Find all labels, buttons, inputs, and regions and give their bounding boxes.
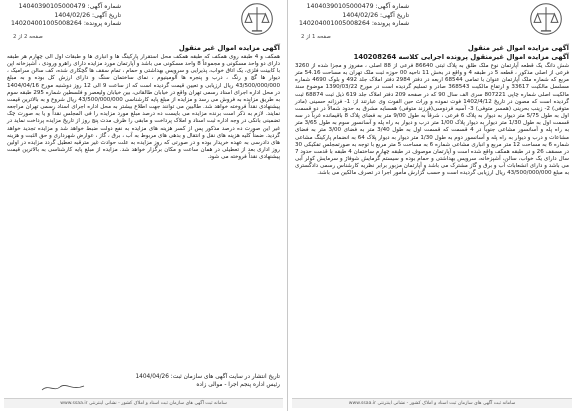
footer-bar: سامانه ثبت آگهی های سازمان ثبت اسناد و املاک کشور - نشانی اینترنتی www.ssaa.ir [292, 398, 572, 408]
ad-body: شش دانگ یک قطعه آپارتمان نوع ملک طلق به پلاک ثبتی 86640 فرعی از 88 اصلی ، مفروز و مجزا شده از 3260 فرعی از اصلی مذکور ، قطعه 5 در طبقه 4 و واقع در بخش 11 ناحیه 00 حوزه ثبت ملک تهران به مساحت 54.16 متر مربع که شماره ملک آپارتمان عنوان با تمامی 68544 اربعه در دفتر 2984 دفتر املاک جلد 492 و بلوک 4690 شماره مسلسل مالکیت 33617 و ارتفاع مالکیت 368543 صادر و تسلیم گردیده است در مورخ 1390/03/22 موضوع سند مالکیت اصلی شماره چاپی 807221 سری الف سال 90 که در صفحه 209 دفتر املاک جلد 619 ذیل ثبت 68874 ثبت گردیده است که مصون در تاریخ 1402/4/12 فوت نموده و وراث حین الفوت وی عبارتند از: 1- فرزانه حسینی (مادر متوفی) 2- زینب بحرینی (همسر متوفی) 3- آسیه فردوسی(فرزند متوفی) همسایه مشرق به حدود شمالاً در دو قسمت اول به طول 5/75 متر دیوار به دیوار به پلاک 6 فرعی ، شرقاً به طول 9/00 متر به فضای پلاک 8 باقیمانده غرباً در سه قسمت اول به طول 1/30 متر دیوار به دیوار پلاک 1/00 متر درب و دیوار به راه پله و آسانسور سوم به طول 3/65 متر به راه پله و آسانسور مشاعی جنوباً در 4 قسمت که قسمت اول به طول 3/40 متر به فضای 3/00 متر به فضای مشاعات و درب و دیوار به راه پله و آسانسور دوم به طول 1/30 متر دیوار به دیوار پلاک 64 به انضمام پارکینگ مشاعی شماره 6 به مساحت 12 متر مربع و انباری مشاعی شماره 6 به مساحت 5 متر مربع با توجه به صورتمجلس تفکیکی 30 در مسقف 26 و در طبقه همکف واقع شده است و آپارتمان موصوف در طبقه چهارم ساختمان 4 طبقه با قدمت حدود 7 سال دارای یک خواب، سالن، آشپزخانه، سرویس بهداشتی و حمام بوده و سیستم گرمایش شوفاژ و سرمایش کولر آبی می باشد و دارای انشعابات آب و برق و گاز مشترک می باشد و آپارتمان مزبور برابر نظریه کارشناس رسمی دادگستری به مبلغ 43/500/000/000 ریال ارزیابی گردیده است و حسب گزارش مأمور اجرا در تصرف مالکین می باشد. [295, 63, 570, 177]
page-marker: صفحه 1 از 2 [301, 34, 331, 40]
publish-date: تاریخ انتشار در سایت آگهی های سازمان ثبت: 1404/04/26 [135, 374, 280, 380]
case-number: شماره پرونده: 140204001005008264 [11, 20, 122, 28]
page-header [7, 0, 280, 42]
judiciary-emblem-icon [240, 2, 274, 36]
title-main: آگهی مزایده اموال غیر منقول [467, 44, 569, 52]
ad-title [295, 44, 569, 62]
page-header [295, 0, 569, 42]
ad-number: شماره آگهی: 14040390105000479 [306, 3, 410, 10]
signature-mark [40, 383, 86, 393]
signatory: رئیس اداره پنجم اجرا - موالی زاده [196, 382, 280, 388]
footer-bar: سامانه ثبت آگهی های سازمان ثبت اسناد و املاک کشور - نشانی اینترنتی www.ssaa.ir [4, 398, 283, 408]
ad-meta [11, 3, 121, 29]
ad-meta [299, 3, 409, 29]
ad-date: تاریخ آگهی: 1404/02/26 [54, 11, 122, 19]
ad-title [7, 44, 280, 53]
title-sub: آگهی مزایده اموال غیرمنقول پرونده اجرایی کلاسه 140208264 [353, 53, 569, 61]
ad-date: تاریخ آگهی: 1404/02/26 [342, 11, 410, 19]
case-number: شماره پرونده: 140204001005008264 [299, 20, 410, 28]
ad-number: شماره آگهی: 14040390105000479 [18, 3, 122, 10]
judiciary-emblem-icon [529, 2, 563, 36]
ad-body: همکف و 4 طبقه روی همکف که طبقه همکف محل استقرار پارکینگ ها و انباری ها و طبقات اول الی چهارم هر طبقه دارای دو واحد مسکونی و مجموعاً 8 واحد مسکونی می باشد و آپارتمان مورد مزایده دارای راهرو ورودی ، آشپزخانه اپن با کابینت فلزی، یک اتاق خواب، پذیرایی و سرویس بهداشتی و حمام ، تمام سقف ها گچکاری شده، کف سالن سرامیک ، دیوار ها گچ و رنگ ، درب و پنجره ها آلومینیوم ، نمای ساختمان سنگ و دارای ارزش کل بوده و به مبلغ 43/500/000/000 ریال ارزیابی و تعیین قیمت گردیده است که از ساعت 9 الی 12 روز دوشنبه مورخ 1404/04/16 در محل اداره اجرای اسناد رسمی تهران واقع در خیابان طالقانی، بین خیابان ولیعصر و فلسطین شماره 295 طبقه سوم به طریق مزایده به فروش می رسد و مزایده از مبلغ پایه کارشناسی 43/500/000/000 ریال شروع و به بالاترین قیمت پیشنهادی نقداً فروخته خواهد شد. طالبین می توانند جهت اطلاع بیشتر به محل اداره اجرای اسناد رسمی تهران مراجعه نمایند. لازم به ذکر است برنده مزایده می بایست ده درصد مبلغ مورد مزایده را فی المجلس نقداً و یا به صورت چک تضمینی بانکی در وجه اداره ثبت اسناد و املاک پرداخت و مابقی را ظرف مدت پنج روز از تاریخ مزایده پرداخت نماید در غیر این صورت ده درصد مذکور پس از کسر هزینه های مزایده به نفع دولت ضبط خواهد شد و مزایده تجدید خواهد گردید. ضمناً کلیه هزینه های نقل و انتقال و بدهی های مربوط به آب ، برق ، گاز ، عوارض شهرداری و حق الثبت و هزینه های دادرسی به عهده خریدار بوده و در صورتی که روز مزایده به علت حوادث غیر مترقبه تعطیل گردد مزایده در اولین روز اداری بعد از تعطیلی در همان ساعت و مکان برگزار خواهد شد. مزایده از مبلغ پایه کارشناسی به بالاترین قیمت پیشنهادی نقداً فروخته می شود. [7, 54, 281, 161]
page-marker: صفحه 2 از 2 [13, 34, 43, 40]
column-page-1 [288, 0, 576, 411]
title-main: آگهی مزایده اموال غیر منقول [178, 44, 280, 52]
